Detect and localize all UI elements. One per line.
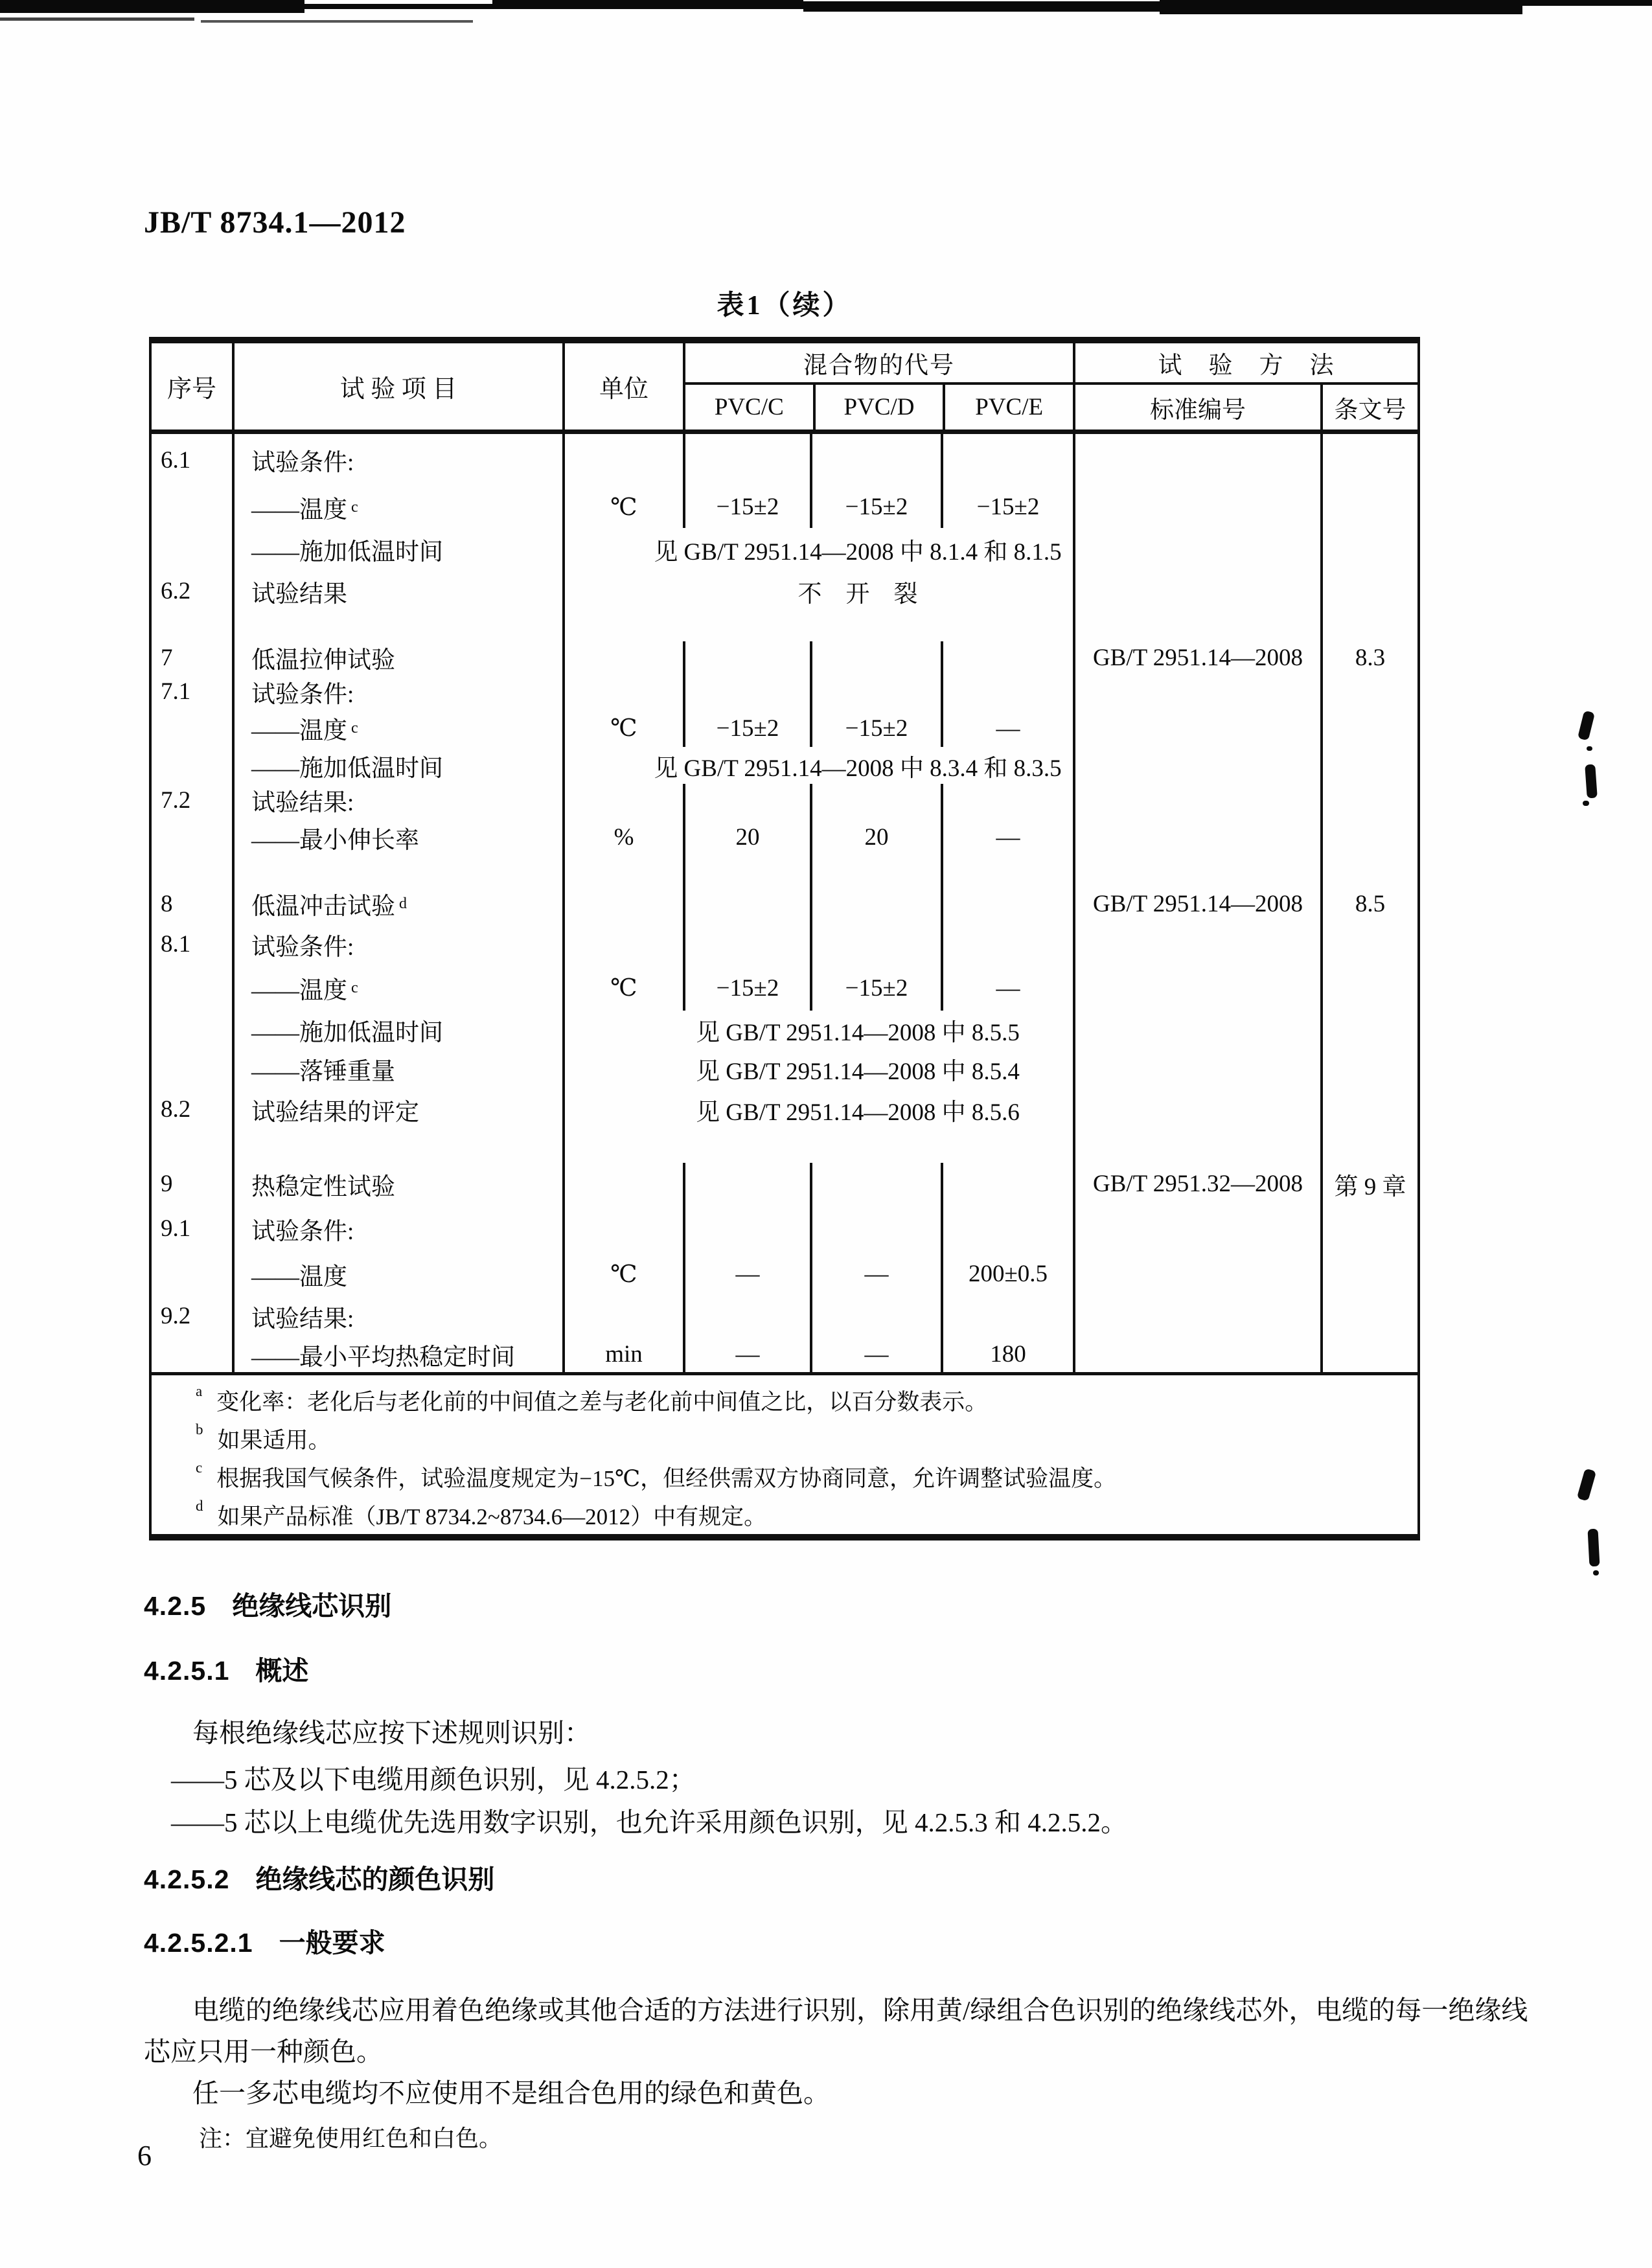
cell-no: 8 xyxy=(161,890,173,917)
cell-pvc-d xyxy=(810,1205,941,1252)
cell-unit: ℃ xyxy=(562,965,683,1011)
section-title: 绝缘线芯识别 xyxy=(232,1591,392,1621)
cell-pvc-span: 见 GB/T 2951.14—2008 中 8.3.4 和 8.3.5 xyxy=(562,747,1073,784)
cell-pvc-e xyxy=(941,1163,1073,1205)
cell-no xyxy=(152,612,232,641)
cell-pvc-e xyxy=(941,784,1073,816)
cell-clause xyxy=(1320,784,1417,816)
cell-test-item: 试验条件: xyxy=(232,923,562,965)
cell-pvc-e xyxy=(941,1205,1073,1252)
cell-unit: ℃ xyxy=(562,1252,683,1296)
scan-streak xyxy=(0,0,304,13)
col-header-pvc-e: PVC/E xyxy=(943,385,1073,430)
col-header-unit: 单位 xyxy=(562,343,683,430)
cell-clause xyxy=(1320,1336,1417,1372)
table-title: 表1（续） xyxy=(717,291,853,321)
dash-list-item: ——5 芯以上电缆优先选用数字识别，也允许采用颜色识别，见 4.2.5.3 和 4.2.5.2。 xyxy=(171,1807,1127,1837)
cell-test-item: ——施加低温时间 xyxy=(232,747,562,784)
cell-no xyxy=(152,528,232,570)
cell-unit xyxy=(562,784,683,816)
cell-pvc-d xyxy=(810,434,941,486)
table-row xyxy=(152,1049,1417,1088)
cell-pvc-e: 200±0.5 xyxy=(941,1252,1073,1296)
scan-artifact xyxy=(1593,1570,1599,1575)
cell-clause xyxy=(1320,570,1417,612)
table-row xyxy=(152,1205,1417,1252)
cell-standard xyxy=(1073,1088,1320,1130)
col-header-mixture: 混合物的代号 xyxy=(685,343,1073,385)
cell-pvc-span: 见 GB/T 2951.14—2008 中 8.1.4 和 8.1.5 xyxy=(562,528,1073,570)
table-row xyxy=(152,528,1417,570)
cell-no: 9 xyxy=(161,1171,173,1197)
table-footnote xyxy=(196,1499,1398,1537)
cell-test-item: 低温拉伸试验 xyxy=(232,641,562,674)
cell-clause xyxy=(1320,816,1417,858)
cell-no xyxy=(152,1049,232,1088)
cell-standard xyxy=(1073,612,1320,641)
cell-clause xyxy=(1320,434,1417,486)
cell-test-item: ——最小伸长率 xyxy=(232,816,562,858)
cell-test-item: 试验结果: xyxy=(232,784,562,816)
table-row xyxy=(152,965,1417,1011)
cell-standard xyxy=(1073,709,1320,747)
cell-no xyxy=(152,816,232,858)
cell-no: 9.1 xyxy=(161,1215,191,1242)
cell-no: 7.2 xyxy=(161,786,191,814)
cell-no xyxy=(152,747,232,784)
cell-pvc-c xyxy=(683,674,810,709)
cell-pvc-e xyxy=(941,641,1073,674)
cell-pvc-e: — xyxy=(941,816,1073,858)
section-number: 4.2.5 xyxy=(144,1591,207,1621)
cell-pvc-d: −15±2 xyxy=(810,486,941,528)
table-row xyxy=(152,434,1417,486)
footnote-marker: a xyxy=(196,1383,203,1399)
table-footnote xyxy=(196,1384,1398,1423)
scan-streak xyxy=(201,20,473,23)
footnote-text: 如果产品标准（JB/T 8734.2~8734.6—2012）中有规定。 xyxy=(217,1504,767,1529)
cell-clause xyxy=(1320,747,1417,784)
cell-test-item: ——落锤重量 xyxy=(232,1049,562,1088)
cell-clause xyxy=(1320,709,1417,747)
col-group-mixture xyxy=(683,343,1073,430)
cell-test-item: 热稳定性试验 xyxy=(232,1163,562,1205)
cell-pvc-c: — xyxy=(683,1252,810,1296)
cell-pvc-span: 见 GB/T 2951.14—2008 中 8.5.4 xyxy=(562,1049,1073,1088)
cell-clause xyxy=(1320,1296,1417,1336)
cell-pvc-e: −15±2 xyxy=(941,486,1073,528)
cell-pvc-d xyxy=(810,923,941,965)
cell-unit xyxy=(562,1205,683,1252)
cell-pvc-c xyxy=(683,858,810,884)
cell-unit: ℃ xyxy=(562,709,683,747)
cell-pvc-span xyxy=(562,1130,1073,1163)
footnote-text: 变化率：老化后与老化前的中间值之差与老化前中间值之比，以百分数表示。 xyxy=(216,1390,988,1415)
cell-unit xyxy=(562,923,683,965)
cell-clause: 8.5 xyxy=(1320,884,1417,923)
footnote-marker: b xyxy=(196,1421,203,1438)
note-text: 注：宜避免使用红色和白色。 xyxy=(199,2125,503,2151)
cell-clause xyxy=(1320,923,1417,965)
cell-pvc-d xyxy=(810,858,941,884)
table-body xyxy=(152,434,1417,1372)
cell-no xyxy=(152,709,232,747)
table-row xyxy=(152,486,1417,528)
section-heading xyxy=(144,1927,1530,1958)
cell-test-item: 试验结果的评定 xyxy=(232,1088,562,1130)
cell-pvc-e xyxy=(941,674,1073,709)
cell-clause xyxy=(1320,674,1417,709)
cell-pvc-c xyxy=(683,434,810,486)
cell-clause: 第 9 章 xyxy=(1320,1163,1417,1205)
cell-pvc-span: 见 GB/T 2951.14—2008 中 8.5.5 xyxy=(562,1011,1073,1049)
cell-no: 9.2 xyxy=(161,1303,191,1329)
cell-test-item: ——温度 c xyxy=(232,965,562,1011)
table-row xyxy=(152,709,1417,747)
table-row xyxy=(152,1088,1417,1130)
col-header-no: 序号 xyxy=(166,376,216,403)
cell-no xyxy=(152,1252,232,1296)
cell-pvc-e xyxy=(941,858,1073,884)
section-heading xyxy=(144,1864,1530,1895)
cell-pvc-e: — xyxy=(941,709,1073,747)
body-sections xyxy=(144,1590,1530,2154)
cell-standard: GB/T 2951.14—2008 xyxy=(1073,884,1320,923)
scan-artifact xyxy=(1577,711,1595,741)
cell-pvc-e xyxy=(941,1296,1073,1336)
cell-standard xyxy=(1073,570,1320,612)
cell-no: 8.2 xyxy=(161,1096,191,1123)
cell-unit xyxy=(562,1296,683,1336)
section-heading xyxy=(144,1590,1530,1621)
cell-clause xyxy=(1320,1252,1417,1296)
col-header-std: 标准编号 xyxy=(1150,396,1246,424)
cell-pvc-d: — xyxy=(810,1336,941,1372)
cell-test-item: 试验条件: xyxy=(232,674,562,709)
cell-standard xyxy=(1073,528,1320,570)
cell-clause xyxy=(1320,1130,1417,1163)
col-header-clause: 条文号 xyxy=(1320,385,1417,430)
cell-clause xyxy=(1320,612,1417,641)
cell-unit xyxy=(562,434,683,486)
table-footnote xyxy=(196,1461,1398,1499)
footnote-text: 如果适用。 xyxy=(217,1428,331,1453)
cell-pvc-d: — xyxy=(810,1252,941,1296)
cell-no: 7 xyxy=(161,644,173,671)
cell-pvc-d xyxy=(810,884,941,923)
cell-unit: ℃ xyxy=(562,486,683,528)
paragraph: 电缆的绝缘线芯应用着色绝缘或其他合适的方法进行识别，除用黄/绿组合色识别的绝缘线芯外，电缆的每一绝缘线芯应只用一种颜色。 xyxy=(144,1995,1528,2067)
col-header-pvc-c: PVC/C xyxy=(714,394,784,420)
scan-streak xyxy=(1160,0,1522,14)
cell-unit xyxy=(562,1163,683,1205)
cell-pvc-span xyxy=(562,612,1073,641)
cell-pvc-d xyxy=(810,784,941,816)
cell-clause xyxy=(1320,1011,1417,1049)
cell-pvc-c: 20 xyxy=(683,816,810,858)
col-header-method: 试 验 方 法 xyxy=(1075,343,1417,385)
cell-test-item: 试验结果: xyxy=(232,1296,562,1336)
scan-artifact xyxy=(1585,764,1598,799)
cell-test-item xyxy=(232,1130,562,1163)
cell-standard xyxy=(1073,486,1320,528)
table-row xyxy=(152,1252,1417,1296)
cell-unit xyxy=(562,884,683,923)
cell-pvc-c: −15±2 xyxy=(683,709,810,747)
cell-standard xyxy=(1073,784,1320,816)
cell-pvc-d xyxy=(810,1296,941,1336)
cell-test-item: 试验条件: xyxy=(232,434,562,486)
cell-no xyxy=(152,486,232,528)
table-row xyxy=(152,784,1417,816)
cell-test-item: 试验结果 xyxy=(232,570,562,612)
cell-standard xyxy=(1073,858,1320,884)
table-row xyxy=(152,570,1417,612)
cell-test-item: 低温冲击试验 d xyxy=(232,884,562,923)
cell-test-item: ——温度 xyxy=(232,1252,562,1296)
cell-clause: 8.3 xyxy=(1320,641,1417,674)
cell-pvc-d: −15±2 xyxy=(810,965,941,1011)
paragraph: 任一多芯电缆均不应使用不是组合色用的绿色和黄色。 xyxy=(192,2078,830,2108)
cell-pvc-d xyxy=(810,674,941,709)
table-row xyxy=(152,816,1417,858)
cell-no xyxy=(152,858,232,884)
section-number: 4.2.5.1 xyxy=(144,1656,230,1686)
cell-test-item: ——最小平均热稳定时间 xyxy=(232,1336,562,1372)
scan-streak xyxy=(492,0,803,9)
cell-unit: % xyxy=(562,816,683,858)
cell-standard xyxy=(1073,1336,1320,1372)
cell-standard xyxy=(1073,1296,1320,1336)
footnote-marker: c xyxy=(196,1460,203,1476)
cell-clause xyxy=(1320,965,1417,1011)
cell-pvc-d: 20 xyxy=(810,816,941,858)
cell-clause xyxy=(1320,486,1417,528)
table-header xyxy=(152,343,1417,434)
cell-pvc-c xyxy=(683,1163,810,1205)
cell-standard xyxy=(1073,1011,1320,1049)
col-header-item: 试 验 项 目 xyxy=(232,343,562,430)
section-title: 概述 xyxy=(255,1656,309,1686)
cell-clause xyxy=(1320,1049,1417,1088)
cell-pvc-c xyxy=(683,1296,810,1336)
dash-list-item: ——5 芯及以下电缆用颜色识别，见 4.2.5.2； xyxy=(171,1765,696,1794)
cell-test-item xyxy=(232,612,562,641)
cell-pvc-d xyxy=(810,641,941,674)
cell-clause xyxy=(1320,528,1417,570)
cell-pvc-e xyxy=(941,923,1073,965)
cell-standard xyxy=(1073,674,1320,709)
scan-streak xyxy=(0,17,194,21)
cell-standard xyxy=(1073,1205,1320,1252)
cell-no xyxy=(152,1336,232,1372)
cell-test-item: ——温度 c xyxy=(232,486,562,528)
table-row xyxy=(152,674,1417,709)
cell-standard xyxy=(1073,816,1320,858)
cell-test-item: ——施加低温时间 xyxy=(232,528,562,570)
cell-no: 7.1 xyxy=(161,678,191,705)
cell-clause xyxy=(1320,1205,1417,1252)
cell-pvc-c xyxy=(683,923,810,965)
cell-pvc-c: −15±2 xyxy=(683,486,810,528)
table-row xyxy=(152,858,1417,884)
cell-standard xyxy=(1073,1049,1320,1088)
table-row xyxy=(152,1296,1417,1336)
cell-no: 6.2 xyxy=(161,578,191,604)
cell-unit xyxy=(562,674,683,709)
doc-number: JB/T 8734.1—2012 xyxy=(144,205,406,240)
section-title: 绝缘线芯的颜色识别 xyxy=(255,1864,495,1894)
table-footnotes xyxy=(152,1372,1417,1534)
cell-no xyxy=(152,1130,232,1163)
cell-standard xyxy=(1073,434,1320,486)
cell-unit xyxy=(562,858,683,884)
scan-streak xyxy=(1522,0,1652,6)
cell-no xyxy=(152,965,232,1011)
cell-standard xyxy=(1073,1252,1320,1296)
cell-pvc-e: 180 xyxy=(941,1336,1073,1372)
col-header-pvc-d: PVC/D xyxy=(813,385,943,430)
section-heading xyxy=(144,1655,1530,1686)
cell-test-item xyxy=(232,858,562,884)
cell-clause xyxy=(1320,1088,1417,1130)
cell-test-item: ——施加低温时间 xyxy=(232,1011,562,1049)
section-number: 4.2.5.2 xyxy=(144,1864,230,1894)
footnote-marker: d xyxy=(196,1498,203,1514)
cell-test-item: ——温度 c xyxy=(232,709,562,747)
scan-artifact xyxy=(1587,746,1592,751)
cell-standard xyxy=(1073,923,1320,965)
table-row xyxy=(152,612,1417,641)
cell-pvc-d: −15±2 xyxy=(810,709,941,747)
cell-pvc-c xyxy=(683,784,810,816)
cell-pvc-e xyxy=(941,434,1073,486)
cell-no xyxy=(152,1011,232,1049)
cell-test-item: 试验条件: xyxy=(232,1205,562,1252)
table-row xyxy=(152,884,1417,923)
scan-artifact xyxy=(1583,801,1589,806)
table-row xyxy=(152,1336,1417,1372)
cell-standard xyxy=(1073,965,1320,1011)
cell-pvc-c xyxy=(683,884,810,923)
cell-standard xyxy=(1073,747,1320,784)
table-row xyxy=(152,1011,1417,1049)
cell-pvc-e: — xyxy=(941,965,1073,1011)
table-footnote xyxy=(196,1423,1398,1461)
table-row xyxy=(152,1163,1417,1205)
table-row xyxy=(152,1130,1417,1163)
cell-no: 8.1 xyxy=(161,931,191,957)
cell-clause xyxy=(1320,858,1417,884)
cell-pvc-c xyxy=(683,1205,810,1252)
cell-standard: GB/T 2951.32—2008 xyxy=(1073,1163,1320,1205)
cell-pvc-c: — xyxy=(683,1336,810,1372)
footnote-text: 根据我国气候条件，试验温度规定为−15℃，但经供需双方协商同意，允许调整试验温度。 xyxy=(216,1466,1117,1491)
page-number: 6 xyxy=(137,2140,152,2171)
scan-artifact xyxy=(1577,1468,1597,1501)
cell-standard: GB/T 2951.14—2008 xyxy=(1073,641,1320,674)
scan-streak xyxy=(803,1,1166,12)
scan-streak xyxy=(279,4,492,9)
cell-no: 6.1 xyxy=(161,446,191,474)
cell-pvc-d xyxy=(810,1163,941,1205)
test-table xyxy=(149,337,1420,1541)
col-group-method xyxy=(1073,343,1417,430)
cell-unit: min xyxy=(562,1336,683,1372)
table-row xyxy=(152,641,1417,674)
cell-pvc-c: −15±2 xyxy=(683,965,810,1011)
paragraph: 每根绝缘线芯应按下述规则识别： xyxy=(192,1718,591,1748)
cell-pvc-c xyxy=(683,641,810,674)
cell-pvc-span: 不 开 裂 xyxy=(562,570,1073,612)
section-number: 4.2.5.2.1 xyxy=(144,1928,253,1958)
cell-pvc-e xyxy=(941,884,1073,923)
table-row xyxy=(152,923,1417,965)
table-row xyxy=(152,747,1417,784)
scan-artifact xyxy=(1587,1529,1600,1567)
section-title: 一般要求 xyxy=(279,1928,385,1958)
cell-unit xyxy=(562,641,683,674)
cell-standard xyxy=(1073,1130,1320,1163)
cell-pvc-span: 见 GB/T 2951.14—2008 中 8.5.6 xyxy=(562,1088,1073,1130)
